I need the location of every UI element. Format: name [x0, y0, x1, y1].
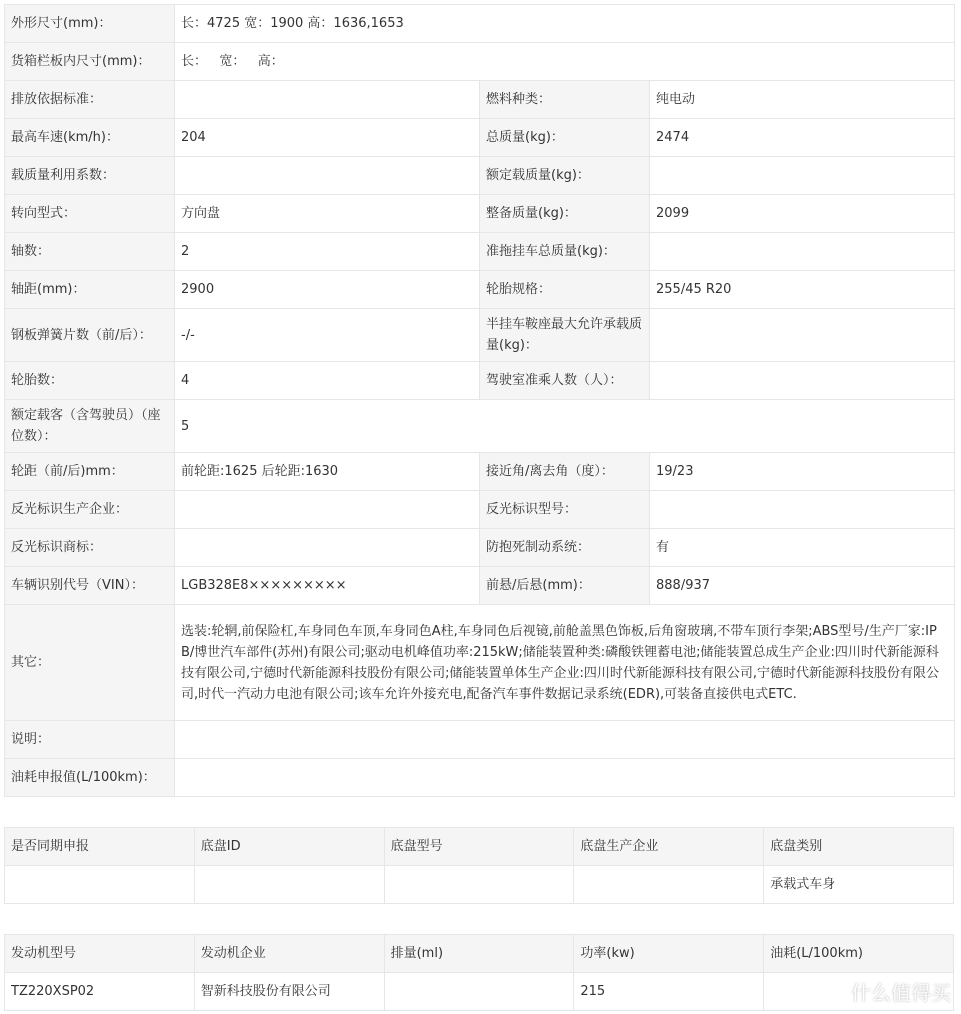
spec-row [5, 195, 955, 233]
steering-label: 转向型式： [5, 195, 175, 233]
total-mass-label: 总质量(kg)： [480, 119, 650, 157]
chassis-header-cell: 是否同期申报 [5, 828, 195, 866]
cargo-box-label: 货箱栏板内尺寸(mm)： [5, 43, 175, 81]
engine-cell: TZ220XSP02 [5, 973, 195, 1011]
overhang-value: 888/937 [650, 567, 955, 605]
vehicle-spec-table [4, 4, 955, 797]
total-mass-value: 2474 [650, 119, 955, 157]
cab-seats-label: 驾驶室准乘人数（人）： [480, 362, 650, 400]
track-label: 轮距（前/后)mm： [5, 453, 175, 491]
curb-mass-value: 2099 [650, 195, 955, 233]
axles-value: 2 [175, 233, 480, 271]
chassis-cell [384, 866, 574, 904]
engine-header-cell: 发动机型号 [5, 935, 195, 973]
tire-count-label: 轮胎数： [5, 362, 175, 400]
top-speed-value: 204 [175, 119, 480, 157]
chassis-cell [5, 866, 195, 904]
saddle-load-value [650, 309, 955, 362]
fuel-label: 燃料种类： [480, 81, 650, 119]
load-factor-value [175, 157, 480, 195]
reflector-model-label: 反光标识型号： [480, 491, 650, 529]
spec-row [5, 119, 955, 157]
other-value: 选装:轮辋,前保险杠,车身同色车顶,车身同色A柱,车身同色后视镜,前舱盖黑色饰板,后角窗玻璃,不带车顶行李架;ABS型号/生产厂家:IPB/博世汽车部件(苏州)有限公司;驱动电机峰值功率:215kW;储能装置种类:磷酸铁锂蓄电池;储能装置总成生产企业:四川时代新能源科技有限公司,宁德时代新能源科技股份有限公司;储能装置单体生产企业:四川时代新能源科技有限公司,宁德时代新能源科技股份有限公司,时代一汽动力电池有限公司;该车允许外接充电,配备汽车事件数据记录系统(EDR),可装备直接供电式ETC. [175, 605, 955, 721]
engine-data-row [5, 973, 954, 1011]
chassis-data-row [5, 866, 954, 904]
chassis-cell: 承载式车身 [764, 866, 954, 904]
steering-value: 方向盘 [175, 195, 480, 233]
trailer-mass-value [650, 233, 955, 271]
emission-label: 排放依据标准： [5, 81, 175, 119]
vin-value: LGB328E8××××××××× [175, 567, 480, 605]
chassis-header-cell: 底盘型号 [384, 828, 574, 866]
fuel-consumption-label: 油耗申报值(L/100km)： [5, 759, 175, 797]
passengers-label: 额定载客（含驾驶员）（座位数）： [5, 400, 175, 453]
reflector-brand-label: 反光标识商标： [5, 529, 175, 567]
angles-value: 19/23 [650, 453, 955, 491]
spec-row [5, 529, 955, 567]
cab-seats-value [650, 362, 955, 400]
note-label: 说明： [5, 721, 175, 759]
chassis-header-cell: 底盘ID [194, 828, 384, 866]
angles-label: 接近角/离去角（度）： [480, 453, 650, 491]
chassis-header-cell: 底盘生产企业 [574, 828, 764, 866]
cargo-box-value: 长： 宽： 高： [175, 43, 955, 81]
spec-row [5, 491, 955, 529]
curb-mass-label: 整备质量(kg)： [480, 195, 650, 233]
spec-row [5, 453, 955, 491]
chassis-cell [574, 866, 764, 904]
engine-header-cell: 发动机企业 [194, 935, 384, 973]
spec-row [5, 721, 955, 759]
top-speed-label: 最高车速(km/h)： [5, 119, 175, 157]
spec-row [5, 5, 955, 43]
abs-value: 有 [650, 529, 955, 567]
fuel-value: 纯电动 [650, 81, 955, 119]
engine-cell: 智新科技股份有限公司 [194, 973, 384, 1011]
abs-label: 防抱死制动系统： [480, 529, 650, 567]
trailer-mass-label: 准拖挂车总质量(kg)： [480, 233, 650, 271]
spec-row [5, 400, 955, 453]
watermark-text: 什么值得买 [851, 981, 951, 1005]
emission-value [175, 81, 480, 119]
engine-header-cell: 排量(ml) [384, 935, 574, 973]
chassis-header-cell: 底盘类别 [764, 828, 954, 866]
rated-load-label: 额定载质量(kg)： [480, 157, 650, 195]
reflector-maker-label: 反光标识生产企业： [5, 491, 175, 529]
reflector-brand-value [175, 529, 480, 567]
reflector-maker-value [175, 491, 480, 529]
axles-label: 轴数： [5, 233, 175, 271]
spec-row [5, 309, 955, 362]
chassis-table [4, 827, 954, 904]
dimensions-label: 外形尺寸(mm)： [5, 5, 175, 43]
engine-header-cell: 功率(kw) [574, 935, 764, 973]
watermark [815, 977, 951, 1006]
tire-spec-label: 轮胎规格： [480, 271, 650, 309]
load-factor-label: 载质量利用系数： [5, 157, 175, 195]
note-value [175, 721, 955, 759]
other-label: 其它： [5, 605, 175, 721]
spec-row [5, 567, 955, 605]
spec-row [5, 759, 955, 797]
spec-row [5, 605, 955, 721]
saddle-load-label: 半挂车鞍座最大允许承载质量(kg)： [480, 309, 650, 362]
reflector-model-value [650, 491, 955, 529]
tire-count-value: 4 [175, 362, 480, 400]
wheelbase-label: 轴距(mm)： [5, 271, 175, 309]
tire-spec-value: 255/45 R20 [650, 271, 955, 309]
chassis-cell [194, 866, 384, 904]
engine-cell: 215 [574, 973, 764, 1011]
rated-load-value [650, 157, 955, 195]
leaf-springs-value: -/- [175, 309, 480, 362]
spec-row [5, 362, 955, 400]
vin-label: 车辆识别代号（VIN）： [5, 567, 175, 605]
overhang-label: 前悬/后悬(mm)： [480, 567, 650, 605]
spec-row [5, 271, 955, 309]
engine-cell [384, 973, 574, 1011]
chassis-header-row [5, 828, 954, 866]
engine-table [4, 934, 954, 1011]
smzdm-logo-icon [815, 978, 845, 1006]
dimensions-value: 长：4725 宽：1900 高：1636,1653 [175, 5, 955, 43]
wheelbase-value: 2900 [175, 271, 480, 309]
spec-row [5, 81, 955, 119]
spec-row [5, 233, 955, 271]
engine-header-cell: 油耗(L/100km) [764, 935, 954, 973]
spec-row [5, 157, 955, 195]
fuel-consumption-value [175, 759, 955, 797]
engine-header-row [5, 935, 954, 973]
leaf-springs-label: 钢板弹簧片数（前/后）： [5, 309, 175, 362]
passengers-value: 5 [175, 400, 955, 453]
spec-row [5, 43, 955, 81]
track-value: 前轮距:1625 后轮距:1630 [175, 453, 480, 491]
